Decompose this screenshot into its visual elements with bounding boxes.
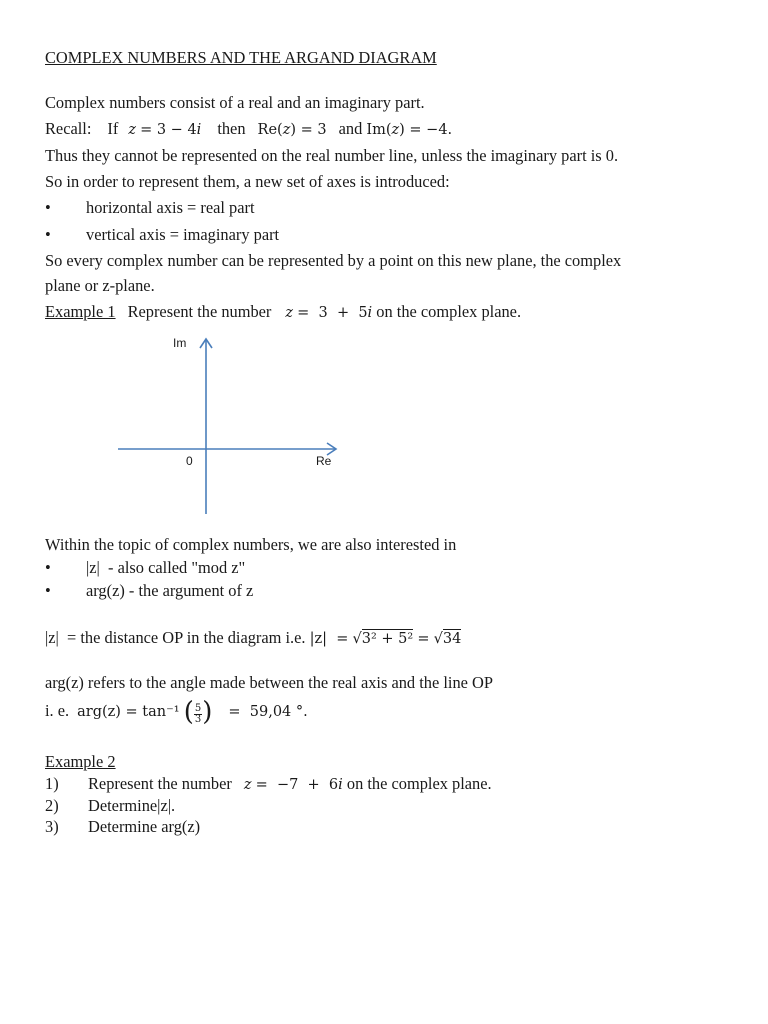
intro-line-4: So in order to represent them, a new set of axes is introduced: xyxy=(45,172,450,191)
bullet-text: horizontal axis = real part xyxy=(86,198,255,217)
recall-re: Re( xyxy=(257,122,283,138)
example-1-value: = 3 + 5 xyxy=(297,305,368,321)
list-number: 2) xyxy=(45,796,59,815)
list-text: Determine arg(z) xyxy=(88,817,201,836)
bullet-item xyxy=(0,581,768,603)
example-1-i: i xyxy=(367,305,373,321)
argument-result: = 59,04 °. xyxy=(228,704,308,720)
recall-re-z: z xyxy=(282,122,291,138)
list-text: Determine|z|. xyxy=(88,796,176,815)
argument-formula: arg(z) = tan⁻¹ xyxy=(77,704,180,720)
example-2-label: Example 2 xyxy=(45,752,116,771)
topics-line: Within the topic of complex numbers, we are also interested in xyxy=(45,535,457,554)
recall-im-value: ) = −4. xyxy=(399,122,453,138)
modulus-formula-left: |z| = xyxy=(309,631,349,647)
im-label: Im xyxy=(173,336,187,350)
radicand-1: 3² + 5² xyxy=(361,631,414,647)
example-1-text-after: on the complex plane. xyxy=(376,302,522,321)
recall-and: and xyxy=(338,119,363,138)
list-item xyxy=(0,796,768,818)
list-item xyxy=(0,774,768,796)
argument-ie: i. e. xyxy=(45,701,70,720)
list-item xyxy=(0,817,768,839)
recall-i: i xyxy=(196,122,202,138)
intro-line-6: plane or z-plane. xyxy=(45,276,155,295)
modulus-text: |z| = the distance OP in the diagram i.e. xyxy=(45,628,306,647)
left-paren-icon: ( xyxy=(183,697,194,727)
recall-im-z: z xyxy=(391,122,400,138)
recall-z-value: = 3 − 4 xyxy=(140,122,197,138)
list-number: 3) xyxy=(45,817,59,836)
bullet-item xyxy=(0,225,768,247)
right-paren-icon: ) xyxy=(202,697,213,727)
argument-formula-line xyxy=(45,697,308,727)
intro-line-3: Thus they cannot be represented on the real number line, unless the imaginary part is 0. xyxy=(45,146,619,165)
fraction xyxy=(194,704,202,725)
recall-then: then xyxy=(217,119,246,138)
fraction-numerator: 5 xyxy=(194,703,202,714)
recall-z: z xyxy=(128,122,136,138)
argument-line-1: arg(z) refers to the angle made between the real axis and the line OP xyxy=(45,673,493,692)
page-title: COMPLEX NUMBERS AND THE ARGAND DIAGRAM xyxy=(45,48,437,67)
example-1-z: z xyxy=(285,305,294,321)
recall-im: Im( xyxy=(366,122,392,138)
list-text: Represent the number z = −7 + 6i on the complex plane. xyxy=(88,774,492,793)
bullet-icon: • xyxy=(45,225,51,244)
list-number: 1) xyxy=(45,774,59,793)
bullet-text: arg(z) - the argument of z xyxy=(86,581,254,600)
example-1-label: Example 1 xyxy=(45,302,116,321)
modulus-equals: = xyxy=(417,631,430,647)
sqrt-icon: √3² + 5² xyxy=(352,631,414,647)
recall-if: If xyxy=(107,119,119,138)
origin-label: 0 xyxy=(186,454,193,468)
bullet-text: vertical axis = imaginary part xyxy=(86,225,280,244)
recall-label: Recall: xyxy=(45,119,92,138)
sqrt-icon: √34 xyxy=(433,631,462,647)
re-label: Re xyxy=(316,454,332,468)
bullet-icon: • xyxy=(45,198,51,217)
argand-diagram xyxy=(115,334,345,519)
radicand-2: 34 xyxy=(442,631,462,647)
example-1-text-before: Represent the number xyxy=(127,302,272,321)
intro-line-1: Complex numbers consist of a real and an imaginary part. xyxy=(45,93,425,112)
bullet-icon: • xyxy=(45,581,51,600)
bullet-icon: • xyxy=(45,558,51,577)
bullet-text: |z| - also called "mod z" xyxy=(86,558,246,577)
bullet-item xyxy=(0,558,768,580)
fraction-denominator: 3 xyxy=(194,714,202,725)
example-1-line xyxy=(45,302,521,323)
recall-re-value: ) = 3 xyxy=(290,122,327,138)
bullet-item xyxy=(0,198,768,220)
intro-line-5: So every complex number can be represented by a point on this new plane, the complex xyxy=(45,251,622,270)
recall-line xyxy=(45,119,452,140)
modulus-line xyxy=(45,628,461,649)
